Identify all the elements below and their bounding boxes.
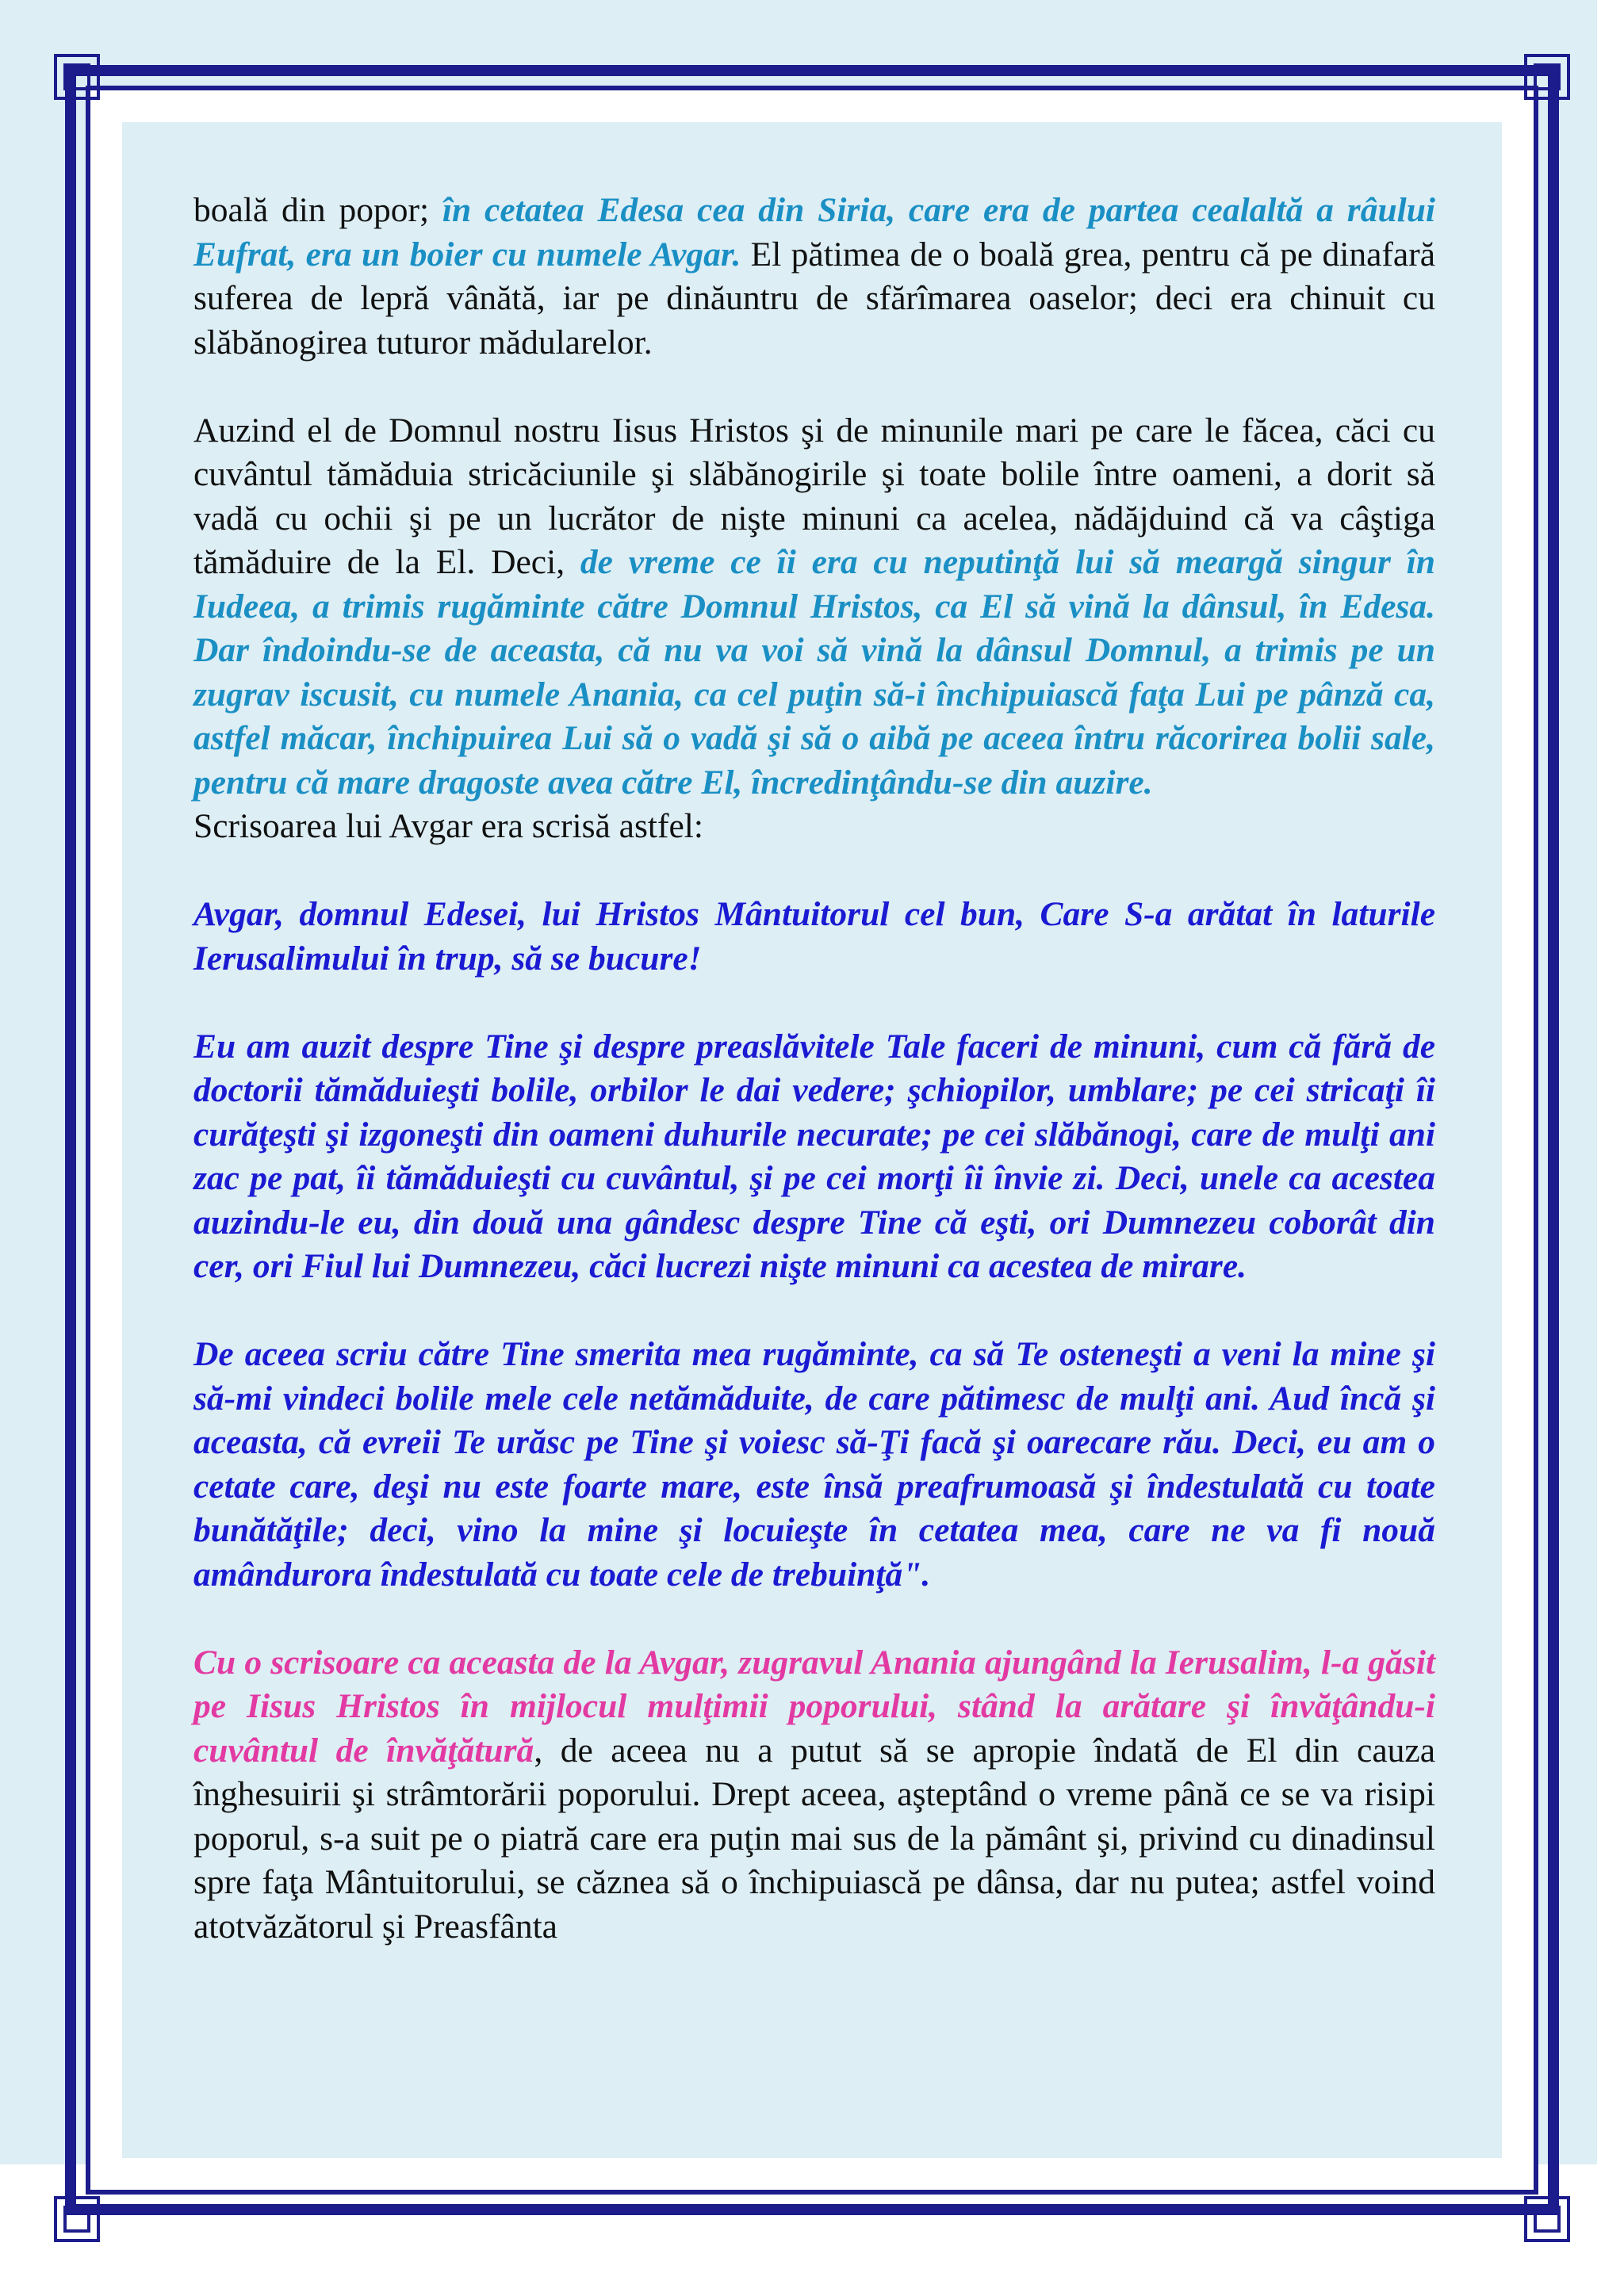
corner-ornament-top-left-icon: [54, 54, 100, 100]
letter-paragraph-1: Eu am auzit despre Tine şi despre preaslăvitele Tale faceri de minuni, cum că fără de doctorii tămăduieşti bolile, orbilor le dai vedere; şchiopilor, umblare; pe cei stricaţi îi curăţeşti şi izgoneşti din oameni duhurile necurate; pe cei slăbănogi, care de mulţi ani zac pe pat, îi tămăduieşti cu cuvântul, şi pe cei morţi îi învie zi. Deci, unele ca acestea auzindu-le eu, din două una gândesc despre Tine că eşti, ori Dumnezeu coborât din cer, ori Fiul lui Dumnezeu, căci lucrezi nişte minuni ca acestea de mirare.: [193, 1027, 1435, 1285]
letter-salutation: Avgar, domnul Edesei, lui Hristos Mântuitorul cel bun, Care S-a arătat în laturile Ierusalimului în trup, să se bucure!: [193, 895, 1435, 978]
paragraph-7: Cu o scrisoare ca aceasta de la Avgar, zugravul Anania ajungând la Ierusalim, l-a găsit pe Iisus Hristos în mijlocul mulţimii poporului, stând la arătare şi învăţându-i cuvântul de învăţătură, de aceea nu a putut să se apropie îndată de El din cauza înghesuirii şi strâmtorării poporului. Drept aceea, aşteptând o vreme până ce se va risipi poporul, s-a suit pe o piatră care era puţin mai sus de la pământ şi, privind cu dinadinsul spre faţa Mântuitorului, se căznea să o închipuiască pe dânsa, dar nu putea; astfel voind atotvăzătorul şi Preasfânta: [193, 1643, 1435, 1946]
highlight-cyan: în cetatea Edesa cea din Siria, care era de partea cealaltă a râului Eufrat, era un boier cu numele Avgar.: [193, 191, 1436, 274]
highlight-pink: Cu o scrisoare ca aceasta de la Avgar, zugravul Anania ajungând la Ierusalim, l-a găsit pe Iisus Hristos în mijlocul mulţimii poporului, stând la arătare şi învăţându-i cuvântul de învăţătură: [193, 1643, 1435, 1770]
paragraph-1: boală din popor; în cetatea Edesa cea din Siria, care era de partea cealaltă a râului Eufrat, era un boier cu numele Avgar. El pătimea de o boală grea, pentru că pe dinafară suferea de lepră vânătă, iar pe dinăuntru de sfărîmarea oaselor; deci era chinuit cu slăbănogirea tuturor mădularelor.: [193, 191, 1436, 362]
corner-ornament-bottom-left-icon: [54, 2196, 100, 2242]
document-body: [193, 189, 1435, 1949]
paragraph-2: Auzind el de Domnul nostru Iisus Hristos şi de minunile mari pe care le făcea, căci cu cuvântul tămăduia stricăciunile şi slăbănogirile şi toate bolile între oameni, a dorit să vadă cu ochii şi pe un lucrător de nişte minuni ca acelea, nădăjduind că va câştiga tămăduire de la El. Deci, de vreme ce îi era cu neputinţă lui să meargă singur în Iudeea, a trimis rugăminte către Domnul Hristos, ca El să vină la dânsul, în Edesa. Dar îndoindu-se de aceasta, că nu va voi să vină la dânsul Domnul, a trimis pe un zugrav iscusit, cu numele Anania, ca cel puţin să-i închipuiască faţa Lui pe pânză ca, astfel măcar, închipuirea Lui să o vadă şi să o aibă pe aceea întru răcorirea bolii sale, pentru că mare dragoste avea către El, încredinţându-se din auzire.: [193, 411, 1435, 802]
corner-ornament-bottom-right-icon: [1524, 2196, 1570, 2242]
letter-paragraph-2: De aceea scriu către Tine smerita mea rugăminte, ca să Te osteneşti a veni la mine şi să-mi vindeci bolile mele cele netămăduite, de care pătimesc de mulţi ani. Aud încă şi aceasta, că evreii Te urăsc pe Tine şi voiesc să-Ţi facă şi oarecare rău. Deci, eu am o cetate care, deşi nu este foarte mare, este însă preafrumoasă şi îndestulată cu toate bunătăţile; deci, vino la mine şi locuieşte în cetatea mea, care ne va fi nouă amândurora îndestulată cu toate cele de trebuinţă".: [193, 1335, 1435, 1594]
paragraph-3: Scrisoarea lui Avgar era scrisă astfel:: [193, 807, 703, 845]
highlight-cyan: de vreme ce îi era cu neputinţă lui să meargă singur în Iudeea, a trimis rugăminte către Domnul Hristos, ca El să vină la dânsul, în Edesa. Dar îndoindu-se de aceasta, că nu va voi să vină la dânsul Domnul, a trimis pe un zugrav iscusit, cu numele Anania, ca cel puţin să-i închipuiască faţa Lui pe pânză ca, astfel măcar, închipuirea Lui să o vadă şi să o aibă pe aceea întru răcorirea bolii sale, pentru că mare dragoste avea către El, încredinţându-se din auzire.: [193, 543, 1435, 802]
corner-ornament-top-right-icon: [1524, 54, 1570, 100]
